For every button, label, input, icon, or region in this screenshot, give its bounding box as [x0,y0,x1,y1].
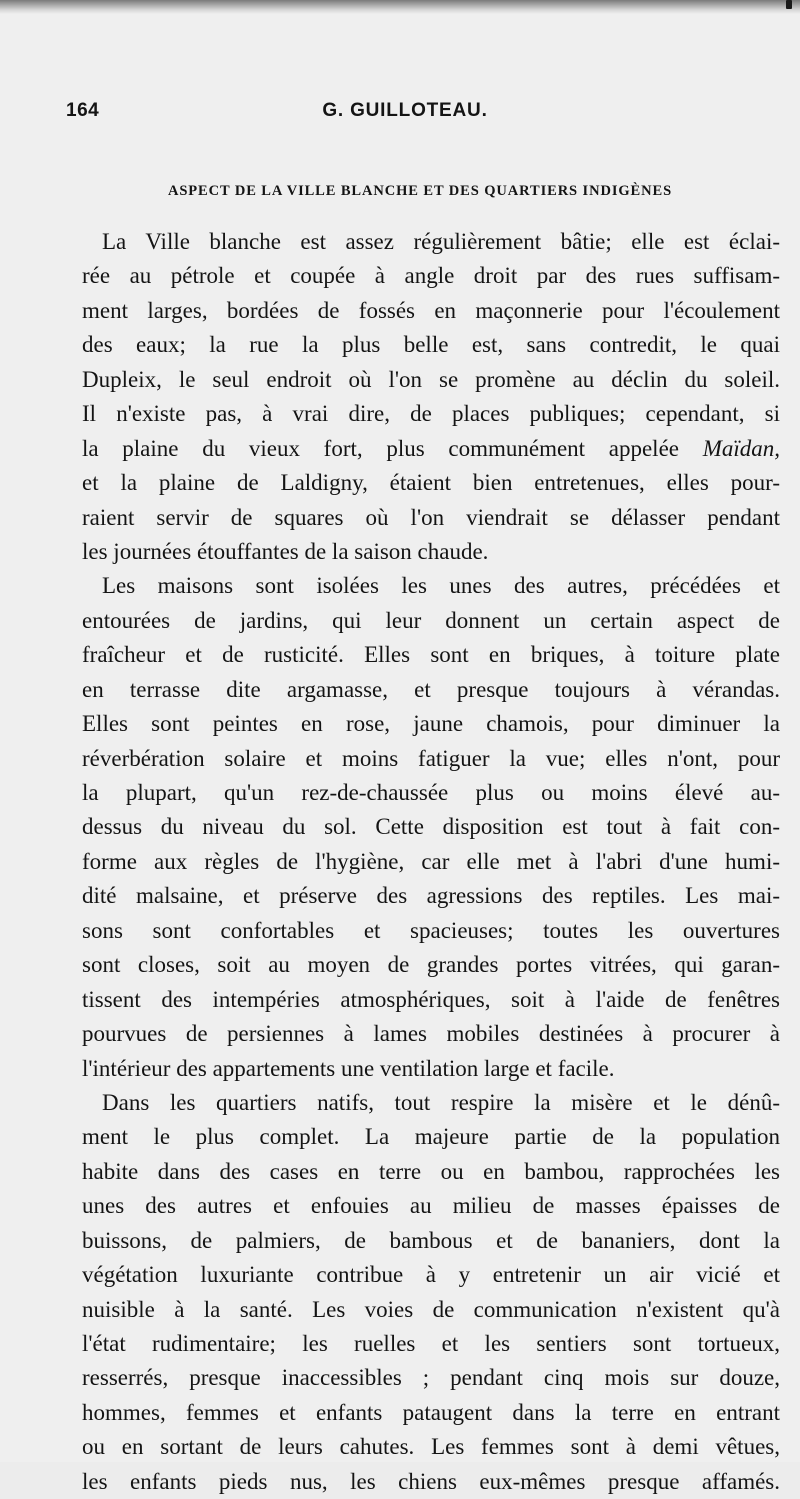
text-line: raient servir de squares où l'on viendrait se délasser pendant [82,504,780,530]
text-line: ment le plus complet. La majeure partie de la population [82,1124,780,1150]
text-line: tissent des intempéries atmosphériques, soit à l'aide de fenêtres [82,986,780,1012]
text-line: pourvues de persiennes à lames mobiles destinées à procurer à [82,1021,780,1047]
text-line: Les maisons sont isolées les unes des autres, précédées et [102,573,780,599]
text-line: entourées de jardins, qui leur donnent un certain aspect de [82,607,780,633]
text-line: forme aux règles de l'hygiène, car elle met à l'abri d'une humi- [82,848,780,874]
text-line: l'état rudimentaire; les ruelles et les sentiers sont tortueux, [82,1331,780,1356]
running-head [66,96,774,124]
text-line: la plupart, qu'un rez-de-chaussée plus ou moins élevé au- [82,780,780,805]
text-line: ou en sortant de leurs cahutes. Les femmes sont à demi vêtues, [82,1434,780,1460]
text-line: des eaux; la rue la plus belle est, sans contredit, le quai [82,332,780,358]
page-number: 164 [66,100,100,121]
section-heading: ASPECT DE LA VILLE BLANCHE ET DES QUARTIERS INDIGÈNES [167,183,673,199]
text-line: La Ville blanche est assez régulièrement bâtie; elle est éclai- [102,229,780,254]
text-line: sons sont confortables et spacieuses; toutes les ouvertures [82,917,780,943]
text-line-with-italic [82,432,780,466]
text-line: et la plaine de Laldigny, étaient bien entretenues, elles pour- [82,470,780,496]
text-line: en terrasse dite argamasse, et presque toujours à vérandas. [82,676,780,702]
text-line: végétation luxuriante contribue à y entretenir un air vicié et [82,1262,780,1288]
text-line: Elles sont peintes en rose, jaune chamois, pour diminuer la [82,711,780,737]
italic-word: Maïdan, [702,435,780,461]
page-top-edge [0,0,800,14]
text-line: nuisible à la santé. Les voies de communication n'existent qu'à [82,1296,780,1322]
text-line: Dans les quartiers natifs, tout respire la misère et le dénû- [102,1089,780,1115]
text-line: sont closes, soit au moyen de grandes portes vitrées, qui garan- [82,952,780,978]
text-line: ment larges, bordées de fossés en maçonnerie pour l'écoulement [82,297,780,323]
ink-mark [786,0,792,9]
text-line: l'intérieur des appartements une ventilation large et facile. [82,1055,615,1081]
text-line: rée au pétrole et coupée à angle droit par des rues suffisam- [82,263,780,289]
text-line: dité malsaine, et préserve des agressions des reptiles. Les mai- [82,883,780,909]
text-line: les journées étouffantes de la saison chaude. [82,538,489,564]
text-line: habite dans des cases en terre ou en bambou, rapprochées les [82,1158,780,1184]
text-line: Dupleix, le seul endroit où l'on se promène au déclin du soleil. [82,366,780,392]
text-line: resserrés, presque inaccessibles ; pendant cinq mois sur douze, [82,1365,780,1391]
running-title: G. GUILLOTEAU. [322,100,488,121]
text-line: réverbération solaire et moins fatiguer la vue; elles n'ont, pour [82,745,780,771]
text-line: hommes, femmes et enfants pataugent dans la terre en entrant [82,1399,780,1425]
text-line: dessus du niveau du sol. Cette disposition est tout à fait con- [82,814,780,840]
text-line: fraîcheur et de rusticité. Elles sont en briques, à toiture plate [82,642,780,668]
body-text [82,225,780,1499]
text-line: buissons, de palmiers, de bambous et de bananiers, dont la [82,1227,780,1253]
text-line: unes des autres et enfouies au milieu de masses épaisses de [82,1193,780,1219]
text-line: Il n'existe pas, à vrai dire, de places publiques; cependant, si [82,401,780,427]
text-line-lead: la plaine du vieux fort, plus communément appelée [82,435,679,461]
text-line: les enfants pieds nus, les chiens eux-mêmes presque affamés. [82,1468,780,1494]
